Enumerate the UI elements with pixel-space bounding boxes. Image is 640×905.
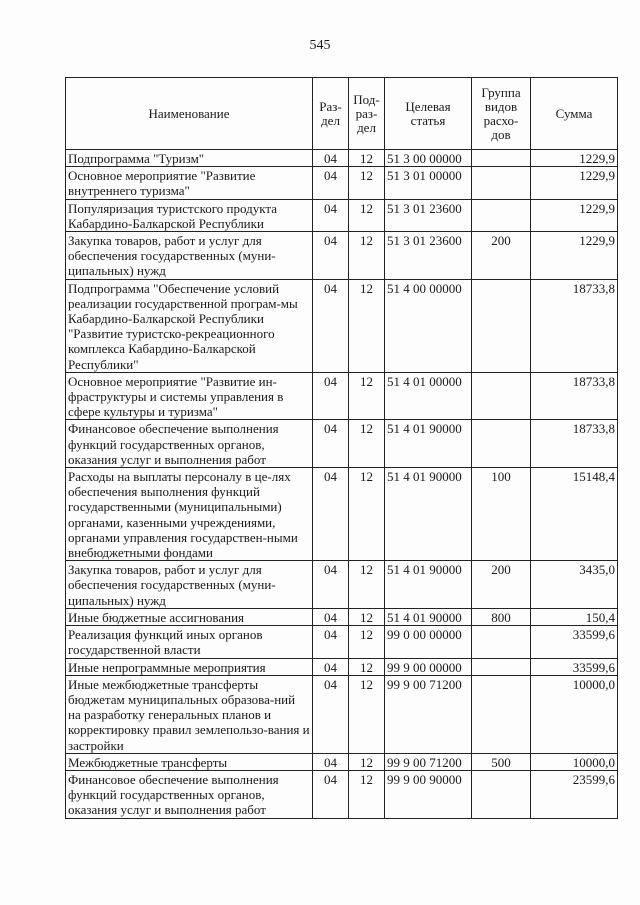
table-row bbox=[66, 279, 618, 372]
cell-target: 51 4 01 00000 bbox=[385, 372, 472, 420]
cell-sum: 18733,8 bbox=[531, 279, 618, 372]
cell-group: 100 bbox=[472, 468, 531, 561]
table-header-row bbox=[66, 78, 618, 150]
cell-group bbox=[472, 770, 531, 818]
cell-target: 51 4 01 90000 bbox=[385, 561, 472, 609]
cell-target: 99 9 00 71200 bbox=[385, 675, 472, 753]
cell-section: 04 bbox=[313, 658, 349, 675]
cell-group bbox=[472, 199, 531, 231]
cell-subsection: 12 bbox=[349, 372, 385, 420]
cell-sum: 10000,0 bbox=[531, 753, 618, 770]
cell-section: 04 bbox=[313, 770, 349, 818]
cell-target: 51 3 00 00000 bbox=[385, 150, 472, 167]
table-row bbox=[66, 658, 618, 675]
cell-subsection: 12 bbox=[349, 232, 385, 280]
cell-group bbox=[472, 372, 531, 420]
cell-subsection: 12 bbox=[349, 675, 385, 753]
cell-target: 99 0 00 00000 bbox=[385, 626, 472, 658]
cell-subsection: 12 bbox=[349, 150, 385, 167]
header-name: Наименование bbox=[66, 78, 313, 150]
cell-section: 04 bbox=[313, 608, 349, 625]
table-row bbox=[66, 675, 618, 753]
table-row bbox=[66, 232, 618, 280]
cell-group: 200 bbox=[472, 232, 531, 280]
cell-target: 51 4 01 90000 bbox=[385, 420, 472, 468]
table-row bbox=[66, 626, 618, 658]
cell-target: 51 4 01 90000 bbox=[385, 468, 472, 561]
header-subsection: Под- раз- дел bbox=[349, 78, 385, 150]
cell-name: Подпрограмма "Туризм" bbox=[66, 150, 313, 167]
cell-group bbox=[472, 150, 531, 167]
cell-section: 04 bbox=[313, 468, 349, 561]
cell-sum: 3435,0 bbox=[531, 561, 618, 609]
cell-subsection: 12 bbox=[349, 199, 385, 231]
cell-group: 500 bbox=[472, 753, 531, 770]
cell-group bbox=[472, 626, 531, 658]
table-row bbox=[66, 608, 618, 625]
cell-sum: 1229,9 bbox=[531, 150, 618, 167]
cell-sum: 33599,6 bbox=[531, 658, 618, 675]
cell-sum: 1229,9 bbox=[531, 199, 618, 231]
cell-section: 04 bbox=[313, 232, 349, 280]
cell-target: 51 3 01 00000 bbox=[385, 167, 472, 199]
cell-name: Иные непрограммные мероприятия bbox=[66, 658, 313, 675]
cell-subsection: 12 bbox=[349, 753, 385, 770]
cell-name: Закупка товаров, работ и услуг для обеспечения государственных (муни-ципальных) нужд bbox=[66, 561, 313, 609]
cell-section: 04 bbox=[313, 199, 349, 231]
cell-sum: 23599,6 bbox=[531, 770, 618, 818]
header-sum: Сумма bbox=[531, 78, 618, 150]
cell-section: 04 bbox=[313, 150, 349, 167]
cell-subsection: 12 bbox=[349, 626, 385, 658]
table-row bbox=[66, 167, 618, 199]
cell-sum: 18733,8 bbox=[531, 372, 618, 420]
cell-subsection: 12 bbox=[349, 658, 385, 675]
cell-group: 800 bbox=[472, 608, 531, 625]
cell-sum: 1229,9 bbox=[531, 232, 618, 280]
cell-section: 04 bbox=[313, 167, 349, 199]
cell-name: Иные бюджетные ассигнования bbox=[66, 608, 313, 625]
header-target: Целевая статья bbox=[385, 78, 472, 150]
cell-subsection: 12 bbox=[349, 279, 385, 372]
cell-sum: 150,4 bbox=[531, 608, 618, 625]
cell-target: 51 3 01 23600 bbox=[385, 199, 472, 231]
cell-name: Финансовое обеспечение выполнения функций государственных органов, оказания услуг и выполнения работ bbox=[66, 420, 313, 468]
table-row bbox=[66, 150, 618, 167]
cell-target: 99 9 00 71200 bbox=[385, 753, 472, 770]
cell-target: 51 4 01 90000 bbox=[385, 608, 472, 625]
table-row bbox=[66, 770, 618, 818]
table-row bbox=[66, 561, 618, 609]
cell-section: 04 bbox=[313, 626, 349, 658]
cell-group bbox=[472, 279, 531, 372]
budget-table bbox=[65, 77, 618, 819]
cell-sum: 10000,0 bbox=[531, 675, 618, 753]
cell-group bbox=[472, 167, 531, 199]
cell-section: 04 bbox=[313, 753, 349, 770]
cell-name: Подпрограмма "Обеспечение условий реализации государственной програм-мы Кабардино-Балкарской Республики "Развитие туристско-рекреационного комплекса Кабардино-Балкарской Республики" bbox=[66, 279, 313, 372]
cell-group bbox=[472, 420, 531, 468]
table-row bbox=[66, 468, 618, 561]
cell-name: Популяризация туристского продукта Кабардино-Балкарской Республики bbox=[66, 199, 313, 231]
table-row bbox=[66, 753, 618, 770]
cell-subsection: 12 bbox=[349, 167, 385, 199]
cell-section: 04 bbox=[313, 675, 349, 753]
cell-section: 04 bbox=[313, 561, 349, 609]
cell-target: 99 9 00 90000 bbox=[385, 770, 472, 818]
cell-name: Иные межбюджетные трансферты бюджетам муниципальных образова-ний на разработку генеральных планов и корректировку правил землепользо-вания и застройки bbox=[66, 675, 313, 753]
cell-name: Основное мероприятие "Развитие ин-фраструктуры и системы управления в сфере культуры и туризма" bbox=[66, 372, 313, 420]
cell-target: 99 9 00 00000 bbox=[385, 658, 472, 675]
cell-sum: 15148,4 bbox=[531, 468, 618, 561]
cell-subsection: 12 bbox=[349, 468, 385, 561]
cell-sum: 18733,8 bbox=[531, 420, 618, 468]
cell-sum: 33599,6 bbox=[531, 626, 618, 658]
cell-section: 04 bbox=[313, 420, 349, 468]
cell-name: Межбюджетные трансферты bbox=[66, 753, 313, 770]
page-number: 545 bbox=[309, 38, 331, 53]
cell-subsection: 12 bbox=[349, 420, 385, 468]
cell-name: Основное мероприятие "Развитие внутреннего туризма" bbox=[66, 167, 313, 199]
cell-subsection: 12 bbox=[349, 561, 385, 609]
table-row bbox=[66, 420, 618, 468]
table-row bbox=[66, 199, 618, 231]
header-group: Группа видов расхо- дов bbox=[472, 78, 531, 150]
cell-section: 04 bbox=[313, 279, 349, 372]
cell-name: Реализация функций иных органов государственной власти bbox=[66, 626, 313, 658]
cell-section: 04 bbox=[313, 372, 349, 420]
cell-name: Расходы на выплаты персоналу в це-лях обеспечения выполнения функций государственными (муниципальными) органами, казенными учреждениями, органами управления государствен-ными внебюджетными фондами bbox=[66, 468, 313, 561]
header-section: Раз- дел bbox=[313, 78, 349, 150]
cell-target: 51 3 01 23600 bbox=[385, 232, 472, 280]
cell-group bbox=[472, 675, 531, 753]
cell-group: 200 bbox=[472, 561, 531, 609]
cell-subsection: 12 bbox=[349, 608, 385, 625]
cell-name: Финансовое обеспечение выполнения функций государственных органов, оказания услуг и выполнения работ bbox=[66, 770, 313, 818]
cell-target: 51 4 00 00000 bbox=[385, 279, 472, 372]
cell-group bbox=[472, 658, 531, 675]
table-row bbox=[66, 372, 618, 420]
cell-subsection: 12 bbox=[349, 770, 385, 818]
cell-sum: 1229,9 bbox=[531, 167, 618, 199]
cell-name: Закупка товаров, работ и услуг для обеспечения государственных (муни-ципальных) нужд bbox=[66, 232, 313, 280]
